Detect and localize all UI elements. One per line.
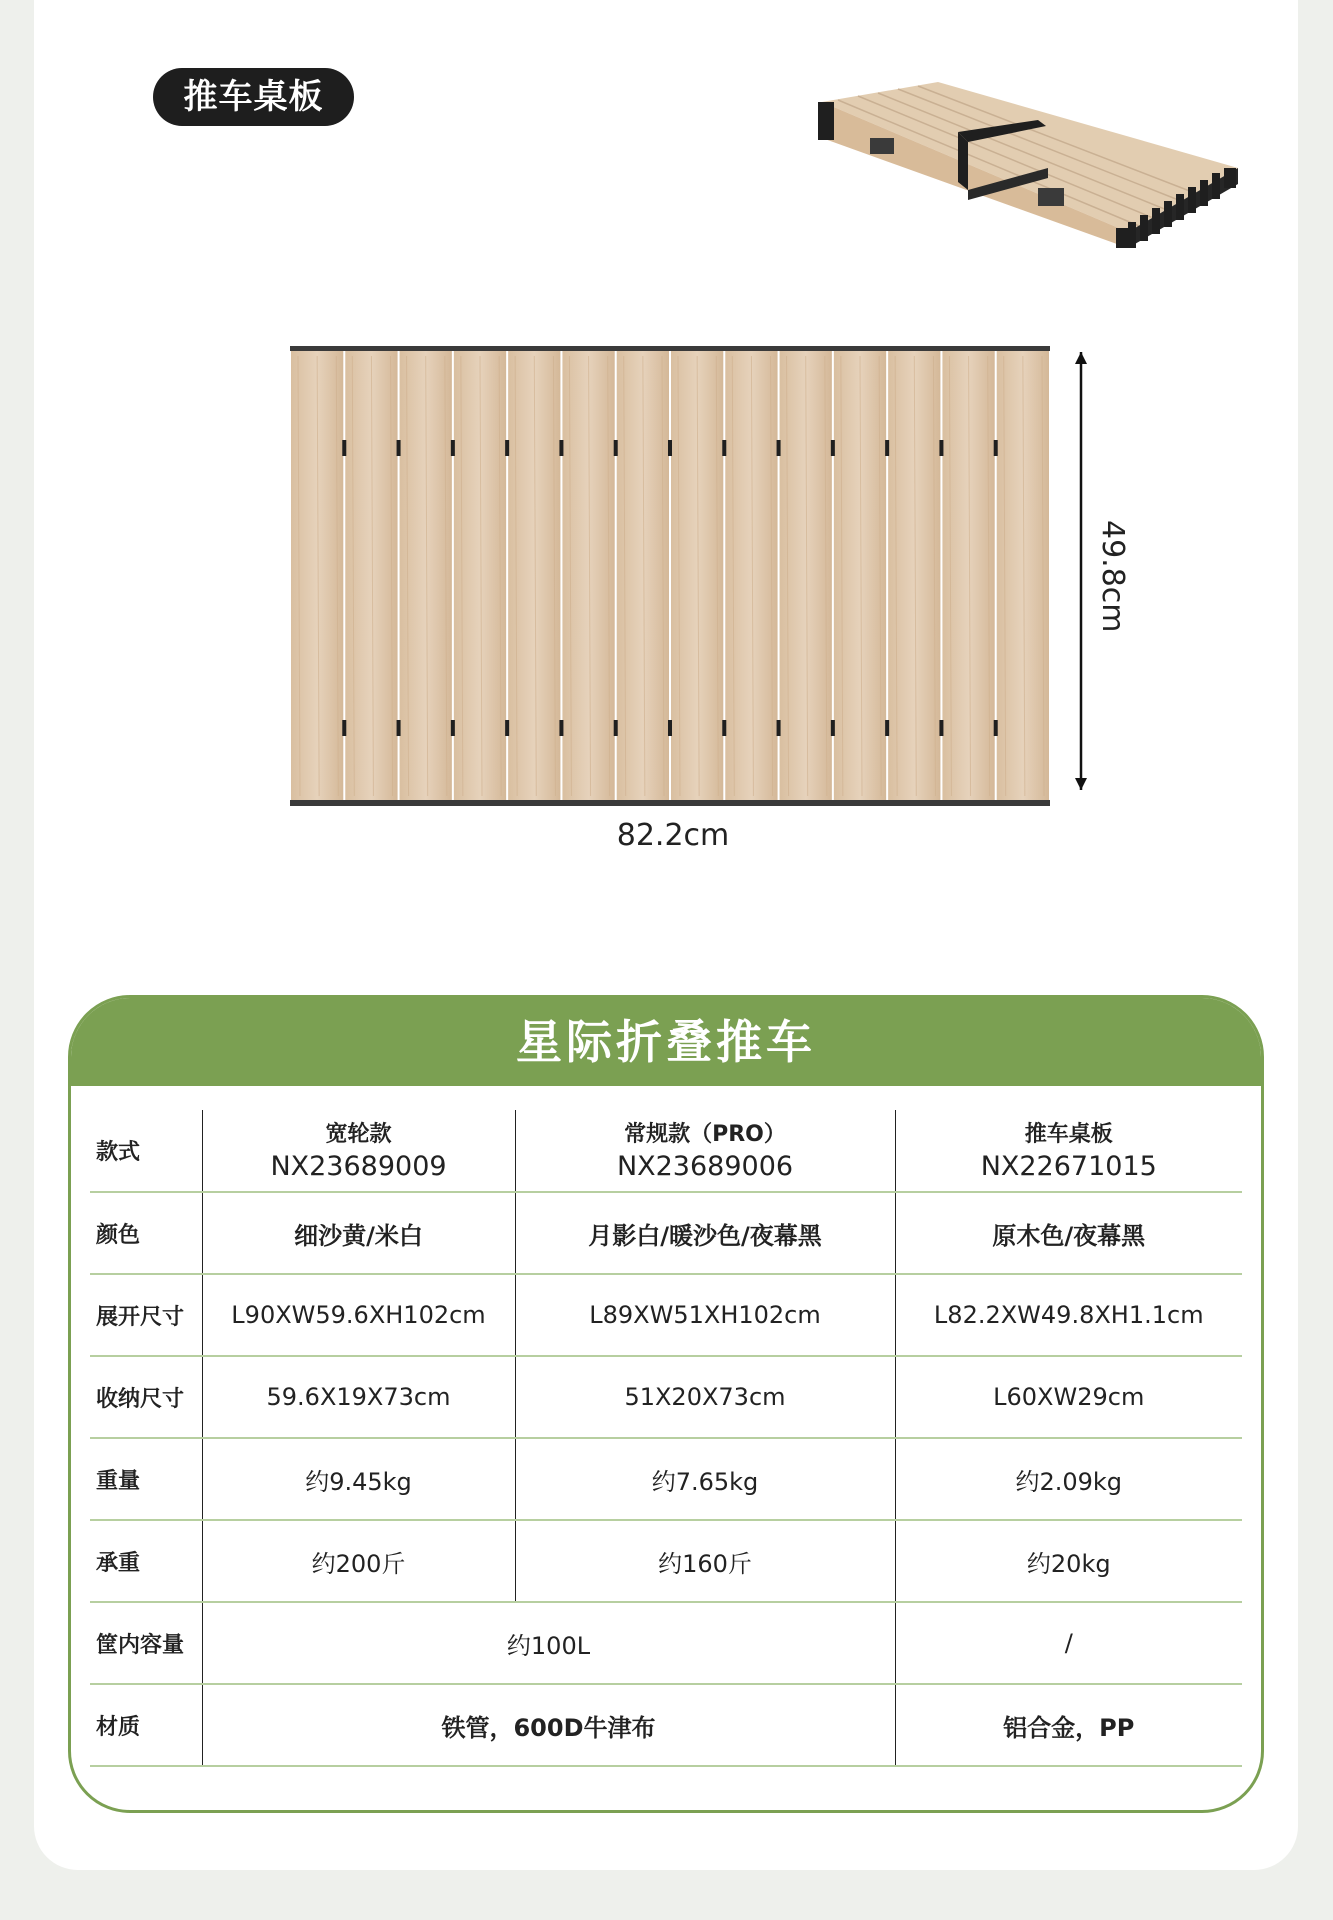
table-row	[90, 1520, 1242, 1602]
table-row	[90, 1602, 1242, 1684]
table-row	[90, 1192, 1242, 1274]
table-row	[90, 1274, 1242, 1356]
table-cell: 约160斤	[515, 1520, 895, 1602]
table-cell: 月影白/暖沙色/夜幕黑	[515, 1192, 895, 1274]
folded-board-image	[818, 72, 1238, 252]
row-label: 款式	[90, 1110, 202, 1192]
row-label: 颜色	[90, 1192, 202, 1274]
table-cell: 约20kg	[895, 1520, 1242, 1602]
product-badge: 推车桌板	[153, 68, 354, 126]
table-cell: L60XW29cm	[895, 1356, 1242, 1438]
row-label: 材质	[90, 1684, 202, 1766]
table-cell: 细沙黄/米白	[202, 1192, 515, 1274]
table-row	[90, 1110, 1242, 1192]
table-cell: L89XW51XH102cm	[515, 1274, 895, 1356]
table-cell: /	[895, 1602, 1242, 1684]
spec-table-panel	[68, 995, 1264, 1813]
table-cell: 宽轮款 NX23689009	[202, 1110, 515, 1192]
table-cell: 约7.65kg	[515, 1438, 895, 1520]
row-label: 展开尺寸	[90, 1274, 202, 1356]
table-cell: 铝合金，PP	[895, 1684, 1242, 1766]
table-cell: 常规款（PRO） NX23689006	[515, 1110, 895, 1192]
table-cell: 51X20X73cm	[515, 1356, 895, 1438]
table-cell: L82.2XW49.8XH1.1cm	[895, 1274, 1242, 1356]
table-cell: 原木色/夜幕黑	[895, 1192, 1242, 1274]
table-cell: 约9.45kg	[202, 1438, 515, 1520]
table-cell: L90XW59.6XH102cm	[202, 1274, 515, 1356]
table-cell: 约2.09kg	[895, 1438, 1242, 1520]
table-cell: 约100L	[202, 1602, 895, 1684]
table-cell: 铁管，600D牛津布	[202, 1684, 895, 1766]
table-cell: 59.6X19X73cm	[202, 1356, 515, 1438]
spec-table	[90, 1110, 1242, 1767]
table-cell: 约200斤	[202, 1520, 515, 1602]
row-label: 筐内容量	[90, 1602, 202, 1684]
width-dimension: 82.2cm	[616, 818, 730, 853]
row-label: 收纳尺寸	[90, 1356, 202, 1438]
table-row	[90, 1684, 1242, 1766]
table-cell: 推车桌板 NX22671015	[895, 1110, 1242, 1192]
spec-table-title: 星际折叠推车	[71, 998, 1261, 1086]
table-row	[90, 1438, 1242, 1520]
table-row	[90, 1356, 1242, 1438]
row-label: 承重	[90, 1520, 202, 1602]
board-top-view-image	[280, 340, 1100, 820]
row-label: 重量	[90, 1438, 202, 1520]
height-dimension: 49.8cm	[1095, 520, 1130, 633]
